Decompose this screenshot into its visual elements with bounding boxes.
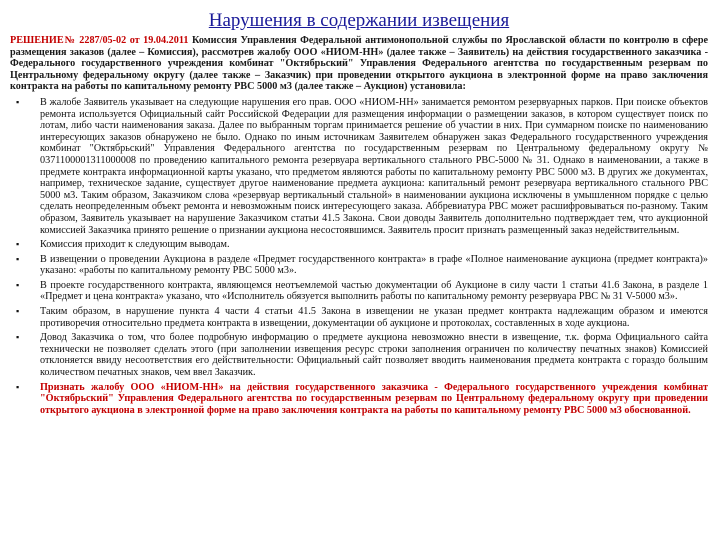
list-item-text: Таким образом, в нарушение пункта 4 части 4 статьи 41.5 Закона в извещении не указан предмет контракта надлежащим образом и имеются противоречия относительно предмета контракта в извещении, документации об аукционе и протоколах, составленных в ходе аукциона. — [40, 306, 708, 329]
list-item-text: В извещении о проведении Аукциона в разделе «Предмет государственного контракта» в графе «Полное наименование аукциона (предмет контракта)» указано: «работы по капитальному ремонту РВС 5000 м3». — [40, 253, 708, 277]
decision-intro — [10, 35, 708, 93]
list-item-text: В жалобе Заявитель указывает на следующие нарушения его прав. ООО «НИОМ-НН» занимается ремонтом резервуарных парков. При поиске объектов ремонта используется Официальный сайт Российской Федерации для размещения информации о размещении заказов, в котором существует поиск по лотам, либо части наименования заказа. Далее по выбранным торгам принимается решение об участии в них. При суммарном поиске по наименованию интересующих заказов обнаружено не было. Однако по иным источникам Заявителем обнаружен заказ Федерального государственного учреждения комбинат "Октябрьский" Управления Федерального агентства по государственным резервам по Центральному федеральному округу № 0371100001311000008 по проведению капитального ремонта резервуара вертикального стального РВС-5000 № 31. Однако в наименовании, а также в предмете контракта информационной карты указано, что предметом являются работы по капитальному ремонту РВС 5000 м3. В других же документах, например, техническое задание, существует другое наименование предмета аукциона: капитальный ремонт резервуара вертикального стального РВС 5000 м3. Таким образом, Заказчиком слова «резервуар вертикальный стальной» в наименовании аукциона исключены в умышленном порядке с целью сделать неопределенным объект ремонта и невозможным поиск интересующего заказа. Аббревиатура РВС может расшифровываться по-разному. Таким образом, Заявитель указывает на нарушение Заказчиком статьи 41.5 Закона. Свои доводы Заявитель дополнительно подтверждает тем, что аукционной комиссией Заказчика принято решение о признании аукциона несостоявшимся. Заявитель просит признать размещенный заказ недействительным. — [40, 96, 708, 236]
decision-text: Комиссия Управления Федеральной антимонопольной службы по Ярославской области по контролю в сфере размещения заказов (далее – Комиссия), рассмотрев жалобу ООО «НИОМ-НН» (далее также – Заявитель) на действия государственного заказчика - Федерального государственного учреждения комбинат "Октябрьский" Управления Федерального агентства по государственным резервам по Центральному федеральному округу (далее также – Заказчик) при проведении открытого аукциона в электронной форме на право заключения контракта на работы по капитальному ремонту РВС 5000 м3 (далее также – Аукцион) установила: — [10, 35, 709, 93]
decision-label: РЕШЕНИЕ№ 2287/05-02 от 19.04.2011 — [10, 35, 189, 46]
page-title: Нарушения в содержании извещения — [208, 10, 510, 31]
bullet-icon: ▪ — [16, 96, 20, 107]
bullet-icon: ▪ — [16, 306, 20, 317]
bullet-icon: ▪ — [16, 381, 20, 392]
list-item-final-decision — [16, 381, 708, 417]
bullet-icon: ▪ — [16, 239, 20, 250]
list-item — [16, 96, 708, 236]
bullet-icon: ▪ — [16, 253, 20, 264]
list-item-text: Комиссия приходит к следующим выводам. — [40, 239, 230, 251]
list-item-text: В проекте государственного контракта, являющемся неотъемлемой частью документации об Аукционе в силу части 1 статьи 41.6 Закона, в разделе 1 «Предмет и цена контракта» указано, что «Исполнитель обязуется выполнить работы по капитальному ремонту резервуара РВС № 31 V-5000 м3». — [40, 279, 708, 303]
list-item — [16, 253, 708, 277]
list-item-text: Довод Заказчика о том, что более подробную информацию о предмете аукциона невозможно внести в извещение, т.к. форма Официального сайта технически не позволяет сделать этого (при заполнении извещения ресурс строки заполнения ограничен по количеству печатных знаков) Комиссией отклоняется ввиду несоответствия его действительности: Официальный сайт позволяет вводить наименования предмета контракта с гораздо большим количеством печатных знаков, чем ввел Заказчик. — [40, 332, 708, 379]
bullet-icon: ▪ — [16, 279, 20, 290]
findings-list — [10, 97, 708, 416]
list-item — [16, 279, 708, 303]
list-item — [16, 239, 708, 251]
bullet-icon: ▪ — [16, 332, 20, 343]
list-item — [16, 306, 708, 329]
final-decision-text: Признать жалобу ООО «НИОМ-НН» на действия государственного заказчика - Федерального государственного учреждения комбинат "Октябрьский" Управления Федерального агентства по государственным резервам по Центральному федеральному округу при проведении открытого аукциона в электронной форме на право заключения контракта на работы по капитальному ремонту РВС 5000 м3 обоснованной. — [40, 381, 708, 416]
list-item — [16, 332, 708, 379]
